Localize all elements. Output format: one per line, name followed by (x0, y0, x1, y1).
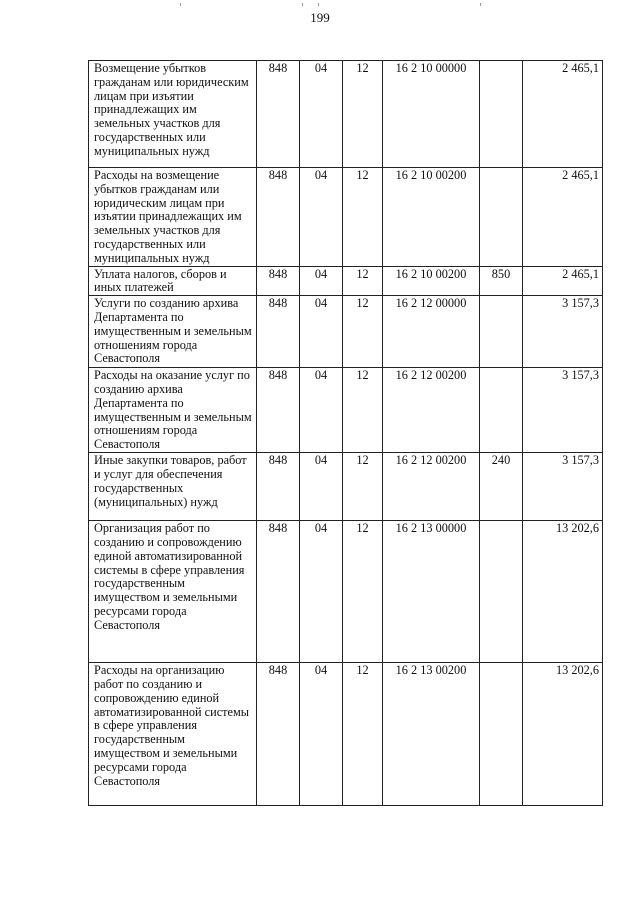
table-row (89, 266, 603, 296)
scan-mark (180, 3, 181, 6)
expense-type-cell (480, 521, 523, 663)
expense-type-cell (480, 61, 523, 168)
section-code-cell: 04 (300, 266, 343, 296)
expense-type-cell (480, 168, 523, 267)
subsection-code-cell: 12 (343, 61, 383, 168)
target-article-cell: 16 2 13 00200 (383, 663, 480, 806)
ministry-code-cell: 848 (257, 453, 300, 521)
page-number: 199 (310, 10, 330, 25)
amount-cell: 2 465,1 (523, 266, 603, 296)
expense-type-cell: 850 (480, 266, 523, 296)
target-article-cell: 16 2 10 00200 (383, 168, 480, 267)
expense-type-cell (480, 296, 523, 368)
table-row (89, 168, 603, 267)
ministry-code-cell: 848 (257, 168, 300, 267)
section-code-cell: 04 (300, 663, 343, 806)
expense-name-cell: Расходы на организацию работ по созданию и сопровождению единой автоматизированной системы в сфере управления государственным имуществом и земельными ресурсами города Севастополя (89, 663, 257, 806)
amount-cell: 2 465,1 (523, 168, 603, 267)
section-code-cell: 04 (300, 61, 343, 168)
expense-name-cell: Расходы на оказание услуг по созданию архива Департамента по имущественным и земельным отношениям города Севастополя (89, 368, 257, 453)
table-body (89, 61, 603, 806)
expense-name-cell: Расходы на возмещение убытков гражданам или юридическим лицам при изъятии принадлежащих им земельных участков для государственных или муниципальных нужд (89, 168, 257, 267)
ministry-code-cell: 848 (257, 266, 300, 296)
ministry-code-cell: 848 (257, 663, 300, 806)
section-code-cell: 04 (300, 368, 343, 453)
subsection-code-cell: 12 (343, 296, 383, 368)
ministry-code-cell: 848 (257, 296, 300, 368)
subsection-code-cell: 12 (343, 168, 383, 267)
amount-cell: 13 202,6 (523, 663, 603, 806)
table-row (89, 368, 603, 453)
ministry-code-cell: 848 (257, 521, 300, 663)
target-article-cell: 16 2 12 00200 (383, 453, 480, 521)
target-article-cell: 16 2 10 00000 (383, 61, 480, 168)
subsection-code-cell: 12 (343, 663, 383, 806)
expense-name-cell: Иные закупки товаров, работ и услуг для обеспечения государственных (муниципальных) нужд (89, 453, 257, 521)
ministry-code-cell: 848 (257, 368, 300, 453)
expense-name-cell: Услуги по созданию архива Департамента по имущественным и земельным отношениям города Севастополя (89, 296, 257, 368)
amount-cell: 2 465,1 (523, 61, 603, 168)
subsection-code-cell: 12 (343, 368, 383, 453)
expense-name-cell: Возмещение убытков гражданам или юридическим лицам при изъятии принадлежащих им земельных участков для государственных или муниципальных нужд (89, 61, 257, 168)
target-article-cell: 16 2 10 00200 (383, 266, 480, 296)
scan-mark (318, 3, 319, 6)
subsection-code-cell: 12 (343, 266, 383, 296)
expense-name-cell: Организация работ по созданию и сопровождению единой автоматизированной системы в сфере управления государственным имуществом и земельными ресурсами города Севастополя (89, 521, 257, 663)
subsection-code-cell: 12 (343, 453, 383, 521)
section-code-cell: 04 (300, 168, 343, 267)
section-code-cell: 04 (300, 453, 343, 521)
expense-type-cell: 240 (480, 453, 523, 521)
table-row (89, 453, 603, 521)
table-row (89, 296, 603, 368)
amount-cell: 13 202,6 (523, 521, 603, 663)
section-code-cell: 04 (300, 521, 343, 663)
subsection-code-cell: 12 (343, 521, 383, 663)
table-row (89, 521, 603, 663)
target-article-cell: 16 2 12 00200 (383, 368, 480, 453)
scan-mark (480, 3, 481, 6)
section-code-cell: 04 (300, 296, 343, 368)
amount-cell: 3 157,3 (523, 296, 603, 368)
target-article-cell: 16 2 12 00000 (383, 296, 480, 368)
expense-type-cell (480, 663, 523, 806)
expense-name-cell: Уплата налогов, сборов и иных платежей (89, 266, 257, 296)
target-article-cell: 16 2 13 00000 (383, 521, 480, 663)
budget-table (88, 60, 603, 806)
table-row (89, 61, 603, 168)
amount-cell: 3 157,3 (523, 368, 603, 453)
scan-mark (302, 3, 303, 6)
expense-type-cell (480, 368, 523, 453)
amount-cell: 3 157,3 (523, 453, 603, 521)
ministry-code-cell: 848 (257, 61, 300, 168)
table-row (89, 663, 603, 806)
